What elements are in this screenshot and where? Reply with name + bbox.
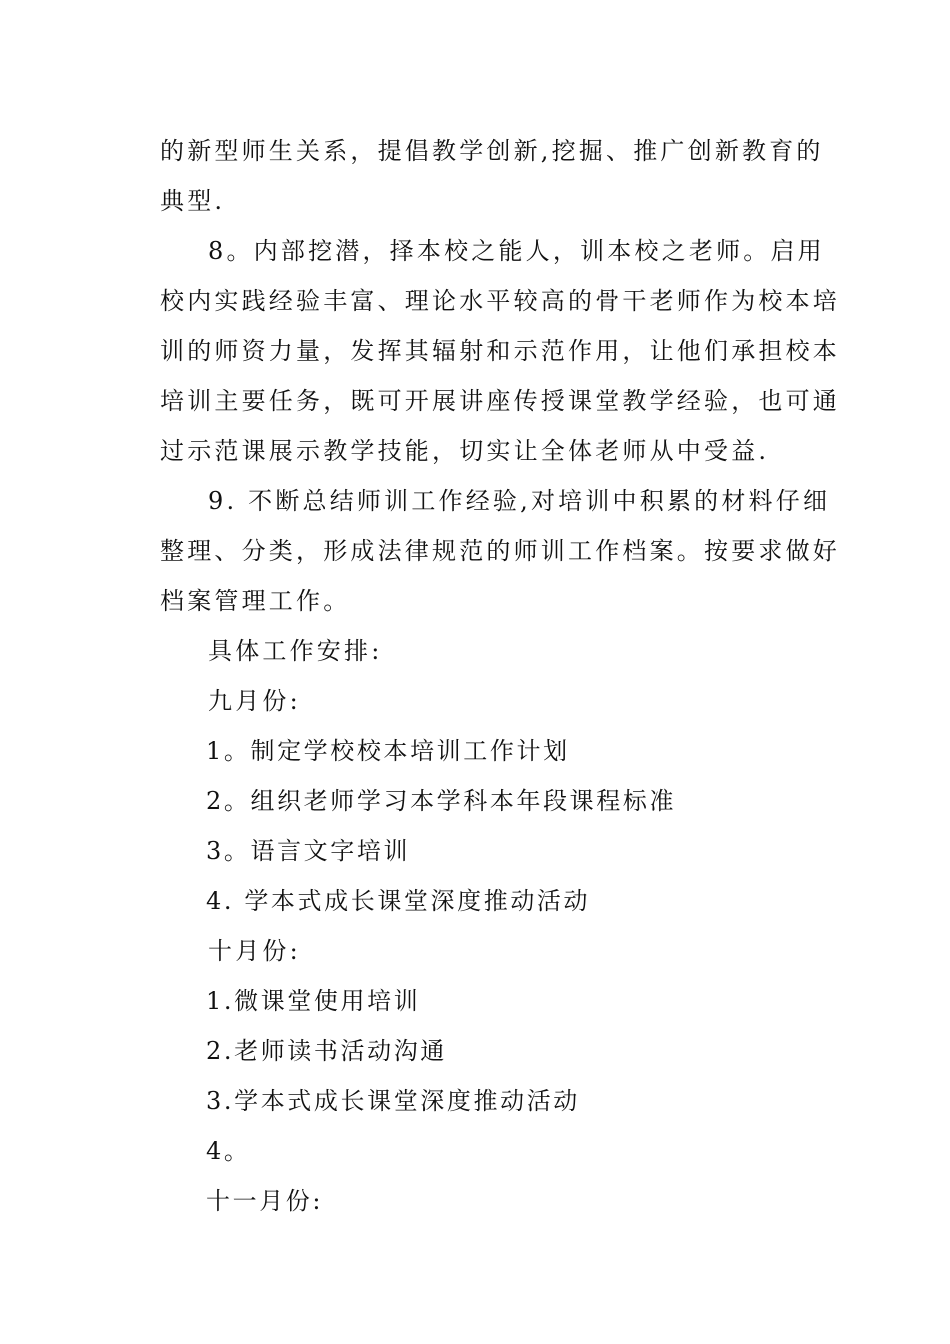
paragraph-line: 整理、分类，形成法律规范的师训工作档案。按要求做好 (160, 537, 840, 565)
paragraph-line: 校内实践经验丰富、理论水平较高的骨干老师作为校本培 (160, 287, 840, 315)
paragraph-line: 9. 不断总结师训工作经验,对培训中积累的材料仔细 (208, 487, 831, 515)
paragraph-line: 典型. (160, 187, 226, 215)
month-heading-november: 十一月份: (206, 1187, 324, 1215)
list-item: 3.学本式成长课堂深度推动活动 (206, 1087, 580, 1115)
list-item: 2。组织老师学习本学科本年段课程标准 (206, 787, 677, 815)
schedule-heading: 具体工作安排: (208, 637, 383, 665)
paragraph-line: 8。内部挖潜，择本校之能人，训本校之老师。启用 (208, 237, 825, 265)
month-heading-october: 十月份: (208, 937, 301, 965)
list-item: 3。语言文字培训 (206, 837, 411, 865)
list-item: 4。 (206, 1137, 251, 1165)
list-item: 2.老师读书活动沟通 (206, 1037, 447, 1065)
paragraph-line: 的新型师生关系，提倡教学创新,挖掘、推广创新教育的 (160, 137, 824, 165)
list-item: 1。制定学校校本培训工作计划 (206, 737, 570, 765)
paragraph-line: 训的师资力量，发挥其辐射和示范作用，让他们承担校本 (160, 337, 840, 365)
paragraph-line: 档案管理工作。 (160, 587, 351, 615)
list-item: 4. 学本式成长课堂深度推动活动 (206, 887, 591, 915)
paragraph-line: 培训主要任务，既可开展讲座传授课堂教学经验，也可通 (160, 387, 840, 415)
paragraph-line: 过示范课展示教学技能，切实让全体老师从中受益. (160, 437, 770, 465)
month-heading-september: 九月份: (208, 687, 301, 715)
list-item: 1.微课堂使用培训 (206, 987, 421, 1015)
